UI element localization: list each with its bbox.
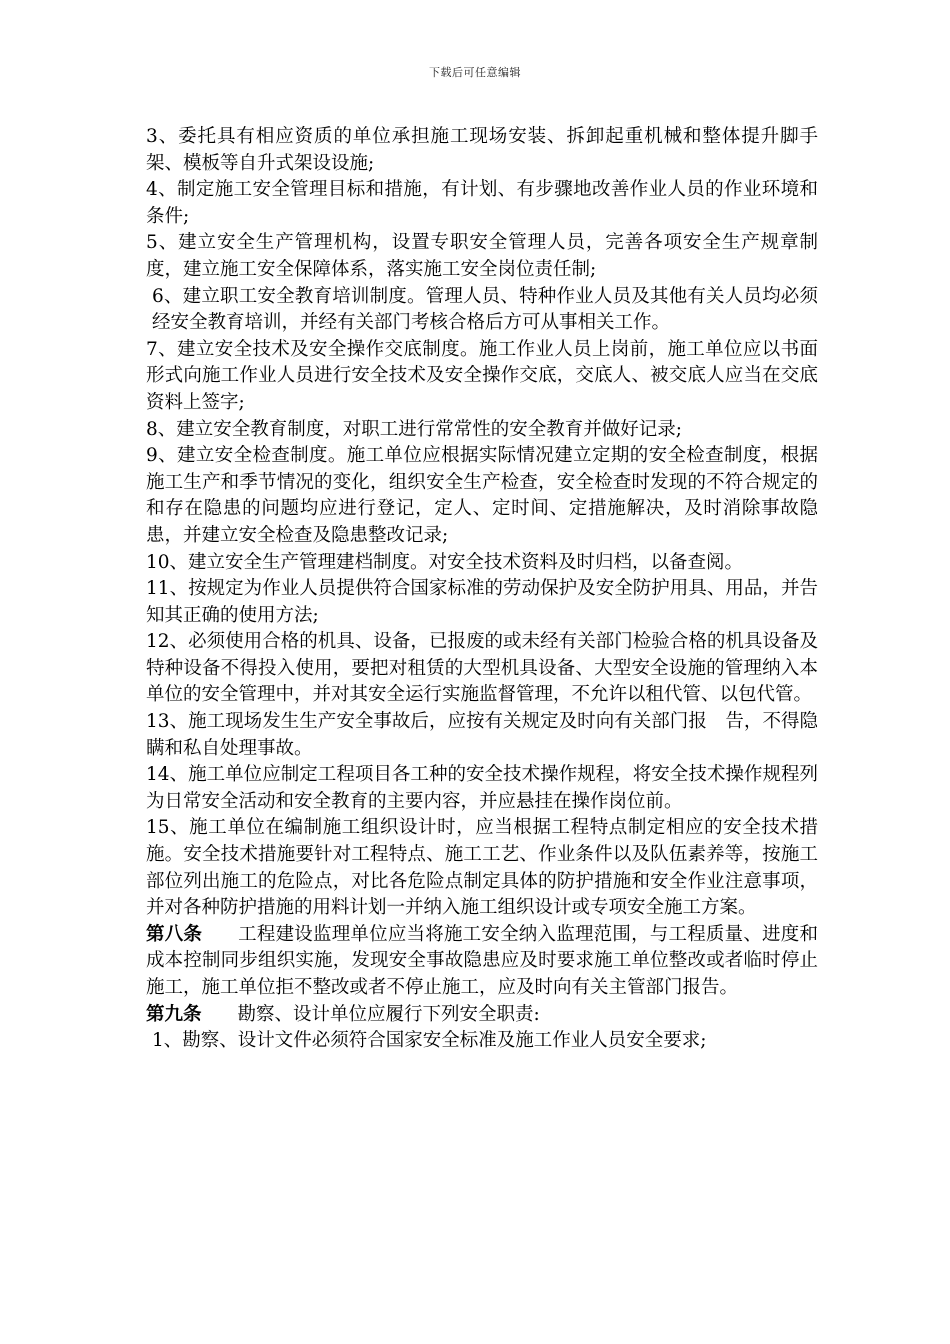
paragraph-item-4: 4、制定施工安全管理目标和措施，有计划、有步骤地改善作业人员的作业环境和条件; — [146, 179, 818, 227]
paragraph-item-14: 14、施工单位应制定工程项目各工种的安全技术操作规程，将安全技术操作规程列为日常安全活动和安全教育的主要内容，并应悬挂在操作岗位前。 — [146, 764, 818, 812]
article-8-title: 第八条 — [146, 923, 203, 945]
paragraph-item-7: 7、建立安全技术及安全操作交底制度。施工作业人员上岗前，施工单位应以书面形式向施工作业人员进行安全技术及安全操作交底，交底人、被交底人应当在交底资料上签字; — [146, 338, 818, 413]
paragraph-item-3: 3、委托具有相应资质的单位承担施工现场安装、拆卸起重机械和整体提升脚手架、模板等自升式架设设施; — [146, 126, 818, 174]
article-8 — [146, 922, 818, 1002]
page-header-note: 下载后可任意编辑 — [429, 66, 521, 79]
article-9-item-1: 1、勘察、设计文件必须符合国家安全标准及施工作业人员安全要求; — [152, 1030, 707, 1052]
paragraph-item-15: 15、施工单位在编制施工组织设计时，应当根据工程特点制定相应的安全技术措施。安全技术措施要针对工程特点、施工工艺、作业条件以及队伍素养等，按施工部位列出施工的危险点，对比各危险点制定具体的防护措施和安全作业注意事项，并对各种防护措施的用料计划一并纳入施工组织设计或专项安全施工方案。 — [146, 817, 818, 919]
paragraph-item-6: 6、建立职工安全教育培训制度。管理人员、特种作业人员及其他有关人员均必须经安全教育培训，并经有关部门考核合格后方可从事相关工作。 — [152, 285, 818, 334]
document-body — [146, 124, 818, 1055]
article-9-title: 第九条 — [146, 1003, 202, 1025]
article-8-text: 工程建设监理单位应当将施工安全纳入监理范围，与工程质量、进度和成本控制同步组织实施，发现安全事故隐患应及时要求施工单位整改或者临时停止施工，施工单位拒不整改或者不停止施工，应及时向有关主管部门报告。 — [146, 923, 818, 998]
paragraph-item-11: 11、按规定为作业人员提供符合国家标准的劳动保护及安全防护用具、用品，并告知其正确的使用方法; — [146, 578, 818, 626]
paragraph-item-13: 13、施工现场发生生产安全事故后，应按有关规定及时向有关部门报 告，不得隐瞒和私自处理事故。 — [146, 711, 818, 759]
paragraph-item-10: 10、建立安全生产管理建档制度。对安全技术资料及时归档，以备查阅。 — [146, 551, 744, 573]
paragraph-item-12: 12、必须使用合格的机具、设备，已报废的或未经有关部门检验合格的机具设备及特种设备不得投入使用，要把对租赁的大型机具设备、大型安全设施的管理纳入本单位的安全管理中，并对其安全运行实施监督管理，不允许以租代管、以包代管。 — [146, 631, 818, 706]
article-9-text: 勘察、设计单位应履行下列安全职责: — [237, 1003, 540, 1025]
paragraph-item-9: 9、建立安全检查制度。施工单位应根据实际情况建立定期的安全检查制度，根据施工生产和季节情况的变化，组织安全生产检查，安全检查时发现的不符合规定的和存在隐患的问题均应进行登记，定人、定时间、定措施解决，及时消除事故隐患，并建立安全检查及隐患整改记录; — [146, 445, 818, 546]
paragraph-item-8: 8、建立安全教育制度，对职工进行常常性的安全教育并做好记录; — [146, 418, 683, 440]
paragraph-item-5: 5、建立安全生产管理机构，设置专职安全管理人员，完善各项安全生产规章制度，建立施工安全保障体系，落实施工安全岗位责任制; — [146, 232, 818, 280]
article-9 — [146, 1002, 818, 1029]
